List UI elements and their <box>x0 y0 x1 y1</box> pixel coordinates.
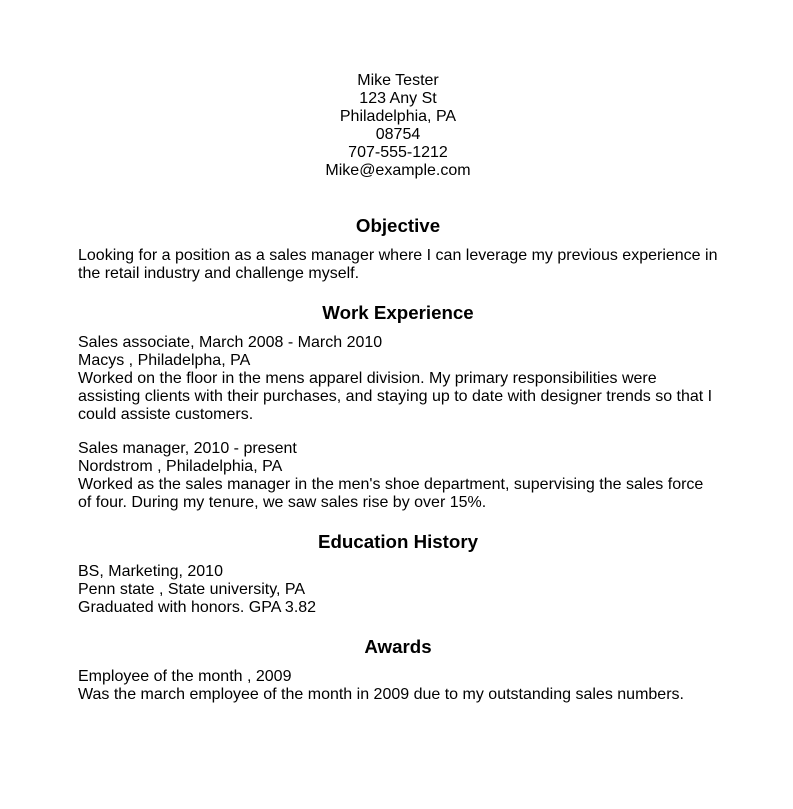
work-experience-heading: Work Experience <box>322 302 474 323</box>
education-note: Graduated with honors. GPA 3.82 <box>78 599 317 616</box>
job-entry <box>78 440 718 512</box>
job-entry <box>78 334 718 424</box>
objective-heading: Objective <box>355 215 441 236</box>
job-title: Sales associate, March 2008 - March 2010 <box>78 334 383 351</box>
awards-heading: Awards <box>364 636 432 657</box>
awards-entry <box>78 668 718 704</box>
award-title: Employee of the month , 2009 <box>78 668 292 685</box>
contact-zip: 08754 <box>375 126 421 143</box>
job-org: Nordstrom , Philadelphia, PA <box>78 458 283 475</box>
contact-city: Philadelphia, PA <box>339 108 457 125</box>
job-org: Macys , Philadelpha, PA <box>78 352 251 369</box>
objective-text: Looking for a position as a sales manager where I can leverage my previous experience in the retail industry and challenge myself. <box>78 247 718 282</box>
education-school: Penn state , State university, PA <box>78 581 306 598</box>
contact-email: Mike@example.com <box>325 162 471 179</box>
job-description: Worked on the floor in the mens apparel division. My primary responsibilities were assisting clients with their purchases, and staying up to date with designer trends so that I could assiste customers. <box>78 370 713 423</box>
contact-name: Mike Tester <box>357 72 439 89</box>
job-title: Sales manager, 2010 - present <box>78 440 297 457</box>
contact-phone: 707-555-1212 <box>348 144 448 161</box>
education-degree: BS, Marketing, 2010 <box>78 563 223 580</box>
job-description: Worked as the sales manager in the men's shoe department, supervising the sales force of four. During my tenure, we saw sales rise by over 15%. <box>78 476 704 511</box>
contact-street: 123 Any St <box>359 90 437 107</box>
award-description: Was the march employee of the month in 2009 due to my outstanding sales numbers. <box>78 686 684 703</box>
education-heading: Education History <box>317 531 479 552</box>
contact-header <box>78 72 718 180</box>
education-entry <box>78 563 718 617</box>
